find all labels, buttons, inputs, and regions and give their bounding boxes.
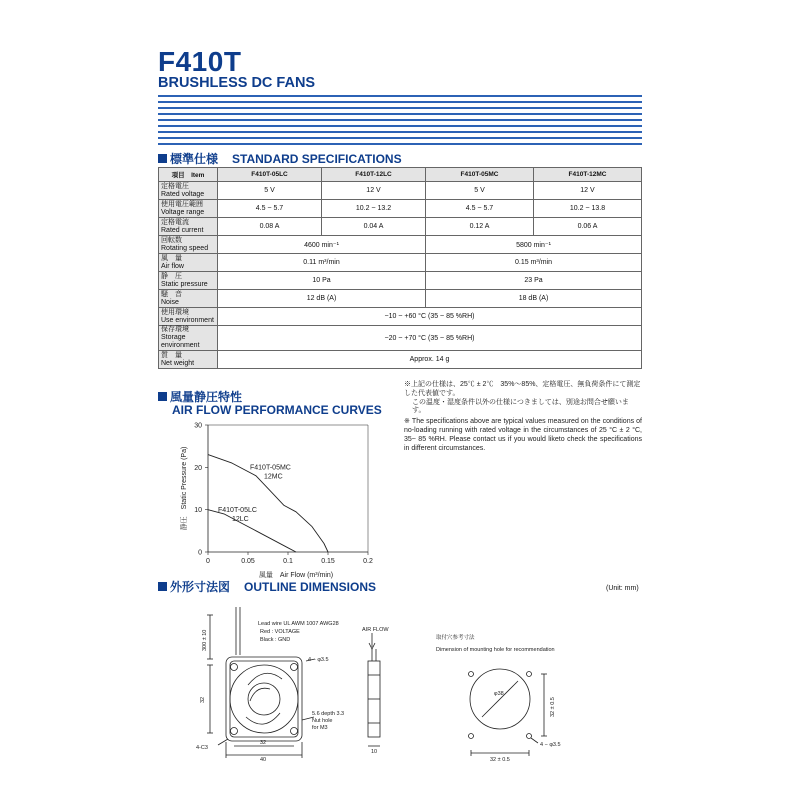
spec-section-heading: 標準仕様 STANDARD SPECIFICATIONS [158, 150, 402, 167]
mount-vertical-label: 32 ± 0.5 [550, 697, 556, 717]
lead-wire-label: Lead wire UL AWM 1007 AWG28 [258, 621, 339, 627]
spec-row [159, 290, 642, 308]
spec-value: −10 ~ +60 °C (35 ~ 85 %RH) [218, 308, 642, 326]
spec-label-jp: 静 圧 [161, 272, 182, 280]
x-tick-label: 0.1 [283, 558, 293, 565]
spec-row [159, 326, 642, 351]
spec-label-en: Net weight [161, 359, 195, 367]
spec-row-label [159, 254, 218, 272]
outline-drawing [190, 605, 640, 765]
spec-value: 23 Pa [426, 272, 642, 290]
spec-row [159, 351, 642, 369]
depth-label: 5.6 depth 3.3 [312, 711, 345, 717]
air-flow-label: AIR FLOW [362, 627, 389, 633]
square-bullet-icon [158, 392, 167, 401]
spec-row-label [159, 218, 218, 236]
spec-value: 10.2 ~ 13.8 [533, 200, 641, 218]
series-label: 12MC [264, 473, 283, 481]
mount-horizontal-label: 32 ± 0.5 [490, 757, 510, 763]
spec-value: 12 V [322, 182, 426, 200]
square-bullet-icon [158, 582, 167, 591]
outline-section-heading: 外形寸法図 OUTLINE DIMENSIONS [158, 578, 376, 595]
spec-label-jp: 騒 音 [161, 290, 182, 298]
mount-title-en: Dimension of mounting hole for recommendation [436, 647, 555, 653]
spec-label-en: Storage environment [161, 334, 200, 349]
spec-label-jp: 使用環境 [161, 308, 189, 316]
m3-label: for M3 [312, 725, 328, 731]
curves-section-heading: 風量静圧特性 [158, 388, 242, 405]
spec-row [159, 182, 642, 200]
mount-holes-label: 4 − φ3.5 [540, 742, 561, 748]
spec-value: 5 V [218, 182, 322, 200]
airflow-chart [160, 418, 400, 583]
spec-value: 0.15 m³/min [426, 254, 642, 272]
spec-value: 4.5 ~ 5.7 [426, 200, 534, 218]
model-header: F410T-05MC [426, 168, 534, 182]
spec-row-label [159, 200, 218, 218]
x-axis-label: 風量 Air Flow (m³/min) [258, 572, 334, 579]
spec-label-en: Air flow [161, 262, 184, 270]
spec-value: 12 dB (A) [218, 290, 426, 308]
spec-row-label [159, 236, 218, 254]
spec-label-en: Voltage range [161, 208, 205, 216]
chamfer-label: 4-C3 [196, 745, 208, 751]
spec-row-label [159, 308, 218, 326]
series-label: F410T-05LC [218, 506, 257, 514]
spec-row [159, 272, 642, 290]
spec-label-jp: 定格電圧 [161, 182, 189, 190]
side-dim-label: 32 [200, 696, 206, 703]
mount-title-jp: 取付穴参考寸法 [436, 635, 475, 641]
x-tick-label: 0.2 [363, 558, 373, 565]
spec-notes [404, 381, 642, 453]
spec-label-jp: 使用電圧範囲 [161, 200, 203, 208]
lead-length-label: 300 ± 10 [202, 629, 208, 651]
spec-value: 0.04 A [322, 218, 426, 236]
spec-value: 10.2 ~ 13.2 [322, 200, 426, 218]
spec-label-jp: 定格電流 [161, 218, 189, 226]
spec-value: 10 Pa [218, 272, 426, 290]
nut-label: Nut hole [312, 718, 333, 724]
x-tick-label: 0 [206, 558, 210, 565]
bottom-32-label: 32 [260, 740, 267, 746]
spec-row-label [159, 290, 218, 308]
holes-label: 4 − φ3.5 [308, 657, 329, 663]
spec-row [159, 236, 642, 254]
spec-label-jp: 保存環境 [161, 326, 189, 333]
y-tick-label: 10 [194, 507, 202, 515]
spec-label-en: Rated voltage [161, 190, 205, 198]
spec-label-jp: 質 量 [161, 351, 182, 359]
spec-row [159, 308, 642, 326]
spec-label-en: Static pressure [161, 280, 208, 288]
spec-label-en: Noise [161, 298, 179, 306]
curves-section-title-en: AIR FLOW PERFORMANCE CURVES [172, 403, 382, 417]
spec-label-en: Rotating speed [161, 244, 209, 252]
lead-red-label: Red : VOLTAGE [260, 629, 300, 635]
spec-value: 0.11 m³/min [218, 254, 426, 272]
spec-row [159, 254, 642, 272]
thickness-label: 10 [371, 749, 378, 755]
spec-label-en: Rated current [161, 226, 204, 234]
header-item: 項目 Item [159, 168, 218, 182]
mount-diameter-label: φ38 [494, 691, 504, 697]
spec-value: 0.06 A [533, 218, 641, 236]
spec-row-label [159, 272, 218, 290]
series-line [208, 510, 296, 552]
spec-row [159, 218, 642, 236]
spec-row-label [159, 351, 218, 369]
x-tick-label: 0.15 [321, 558, 335, 565]
y-axis-label: 静圧 Static Pressure (Pa) [181, 446, 188, 531]
spec-table-header-row [159, 168, 642, 182]
y-tick-label: 20 [194, 464, 202, 472]
spec-row-label [159, 182, 218, 200]
series-label: F410T-05MC [250, 464, 291, 472]
lead-black-label: Black : GND [260, 637, 291, 643]
spec-value: 5 V [426, 182, 534, 200]
page-title: F410T [158, 46, 242, 77]
spec-label-jp: 風 量 [161, 254, 182, 262]
spec-value: 0.08 A [218, 218, 322, 236]
model-header: F410T-12LC [322, 168, 426, 182]
spec-value: 4.5 ~ 5.7 [218, 200, 322, 218]
page-subtitle: BRUSHLESS DC FANS [158, 75, 316, 91]
bottom-40-label: 40 [260, 757, 267, 763]
unit-label: (Unit: mm) [606, 585, 639, 592]
model-header: F410T-05LC [218, 168, 322, 182]
spec-row-label [159, 326, 218, 351]
header-stripes [158, 95, 642, 149]
note-jp-2: この温度・湿度条件以外の仕様につきましては、別途お問合せ願います。 [412, 398, 629, 415]
spec-value: 5800 min⁻¹ [426, 236, 642, 254]
spec-value: 12 V [533, 182, 641, 200]
x-tick-label: 0.05 [241, 558, 255, 565]
y-tick-label: 0 [198, 549, 202, 557]
spec-value: 4600 min⁻¹ [218, 236, 426, 254]
note-en: ※ The specifications above are typical values measured on the conditions of no-loading running with rated voltage in the circumstances of 25 °C ± 2 °C, 35~ 85 %RH. Please contact us if you would liketo check the specifications in different circumstances. [404, 418, 642, 452]
spec-table [158, 167, 642, 369]
spec-value: 0.12 A [426, 218, 534, 236]
spec-value: 18 dB (A) [426, 290, 642, 308]
series-label: 12LC [232, 515, 249, 523]
square-bullet-icon [158, 154, 167, 163]
spec-row [159, 200, 642, 218]
spec-value: −20 ~ +70 °C (35 ~ 85 %RH) [218, 326, 642, 351]
spec-label-en: Use environment [161, 316, 214, 324]
spec-label-jp: 回転数 [161, 236, 182, 244]
spec-value: Approx. 14 g [218, 351, 642, 369]
model-header: F410T-12MC [533, 168, 641, 182]
note-jp-1: ※上記の仕様は、25℃ ± 2℃ 35%～85%、定格電圧、無負荷条件にて測定した代表値です。 [404, 381, 641, 397]
y-tick-label: 30 [194, 422, 202, 430]
